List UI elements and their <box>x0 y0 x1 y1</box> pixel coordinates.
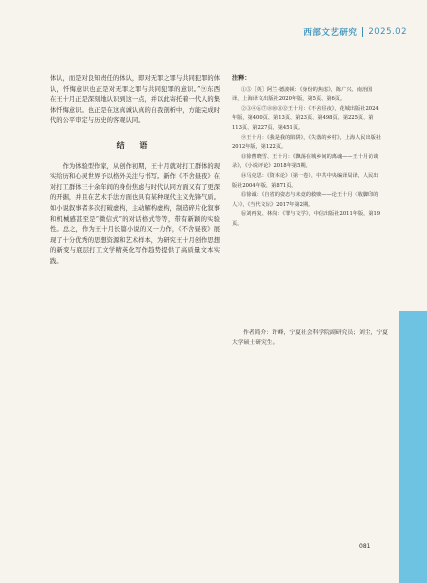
header-divider <box>362 27 363 37</box>
note-item: ①⑤［英］阿兰·德波顿：《身份的焦虑》，陈广兴、南治国译，上海译文出版社2020年版，第5页、第6页。 <box>232 86 373 103</box>
page-number: 081 <box>359 543 371 550</box>
section-title: 结 语 <box>116 140 154 150</box>
note-item: ⑬徐曹晓雪、王十月：《飘荡在城乡间的离魂——王十月访谈录》，《小说评论》2018年第5期。 <box>232 153 379 170</box>
issue-number: 2025.02 <box>368 27 407 37</box>
note-item: ②③④⑥⑦⑧⑩⑪⑫王十月：《不舍昼夜》，花城出版社2024年版，第400页、第13页、第23页、第498页、第225页、第113页、第227页、第451页。 <box>232 105 379 131</box>
note-item: ⑯刘再复、林岗：《罪与文学》，中信出版社2011年版，第19页。 <box>232 211 381 227</box>
note-item: ⑨王十月：《我是我的陷阱》，《失落的乡村》，上海人民出版社2012年版，第122页。 <box>232 134 382 151</box>
edge-color-tab <box>399 311 427 583</box>
intro-paragraph: 体认，而是对良知责任的体认，即对无罪之罪与共同犯罪的体认，忏悔意识也正是对无罪之罪与共同犯罪的意识。”⑨东西在王十月正是深刻地认识到这一点，并以此寄托着一代人的集体忏悔意识。也正是在这真诚认真的自我剖析中，方能完成时代的公平审定与历史的客观认同。 <box>50 75 221 125</box>
running-header <box>303 26 407 38</box>
note-item: ⑭马克思：《资本论》（第一卷），中共中央编译局译，人民出版社2004年版，第871页。 <box>232 172 379 189</box>
main-text-column <box>50 74 220 268</box>
notes-column <box>232 74 382 230</box>
conclusion-paragraph: 作为体验型作家，从创作初期，王十月就对打工群体的现实给历和心灵世界予以格外关注与书写。新作《不舍昼夜》在对打工群体三十余年间的身份焦虑与时代认同方面又有了更深的开掘，并且在艺术手法方面也具有某种现代主义先锋气质。如小说叙事者多次打破虚构，主动解构虚构，制造碎片化叙事和机械感甚至是“微信式”的对话格式等等，带有新颖的实验性。总之，作为王十月长篇小说的又一力作，《不舍昼夜》展现了十分优秀的思想资源和艺术样本，为研究王十月创作思想的新变与底层打工文学精英化写作趋势提供了高质量文本实践。 <box>50 162 221 265</box>
notes-heading: 注释： <box>232 75 251 82</box>
note-item: ⑮徐诚：《自省的姿态与未竟的救赎——论王十月〈收脚印的人〉》，《当代文坛》2017年第2期。 <box>232 192 379 208</box>
author-bio: 作者简介：许峰，宁夏社会科学院副研究员；刘尘，宁夏大学硕士研究生。 <box>232 330 388 346</box>
journal-name: 西部文艺研究 <box>303 28 358 38</box>
